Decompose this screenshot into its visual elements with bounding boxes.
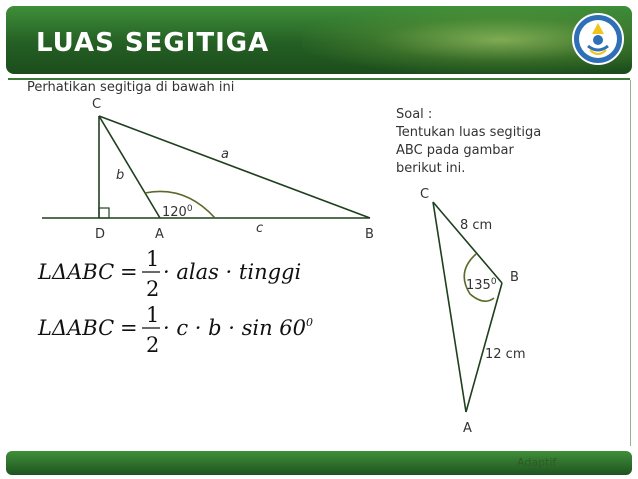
side-label-c: c — [256, 221, 264, 236]
side-label-12cm: 12 cm — [485, 347, 526, 362]
right-angle-marker — [99, 208, 109, 218]
footer-label: Adaptif — [517, 456, 557, 469]
angle-degree: 0 — [186, 204, 193, 214]
vertex2-label-b: B — [510, 270, 519, 285]
problem-line: berikut ini. — [396, 161, 466, 176]
formula2-equals: = — [120, 316, 138, 340]
side-cb — [99, 116, 370, 218]
triangle-figure-2 — [420, 187, 526, 436]
side-ca — [99, 116, 160, 218]
angle2-value: 135 — [466, 278, 491, 293]
vertex-label-a: A — [155, 227, 164, 242]
side-label-a: a — [221, 147, 229, 162]
formula1-denominator: 2 — [146, 277, 160, 301]
problem-line: ABC pada gambar — [396, 143, 514, 158]
angle-value: 120 — [162, 205, 187, 220]
problem-text — [396, 106, 541, 178]
problem-line: Soal : — [396, 107, 433, 122]
vertex2-label-a: A — [463, 421, 472, 436]
slide-title: LUAS SEGITIGA — [36, 28, 270, 58]
side-label-8cm: 8 cm — [460, 218, 493, 233]
angle-label-135 — [466, 277, 497, 293]
vertex-label-d: D — [95, 227, 106, 242]
vertex-label-c: C — [92, 97, 102, 112]
vertex-label-b: B — [365, 227, 374, 242]
formula2-rhs — [163, 316, 313, 340]
formula1-equals: = — [120, 260, 138, 284]
formula-area-2 — [37, 303, 313, 357]
formula2-denominator: 2 — [146, 333, 160, 357]
formula2-degree: 0 — [306, 316, 314, 329]
angle2-degree: 0 — [490, 277, 497, 287]
formula1-rhs: · alas · tinggi — [163, 260, 302, 284]
triangle-figure-1 — [42, 97, 374, 242]
intro-text: Perhatikan segitiga di bawah ini — [27, 80, 235, 95]
formula1-lhs: LΔABC — [38, 260, 115, 284]
problem-line: Tentukan luas segitiga — [396, 125, 542, 140]
formula-area-1 — [37, 247, 301, 301]
formula2-lhs: LΔABC — [38, 316, 115, 340]
side-a-c — [433, 202, 466, 412]
formula1-numerator: 1 — [146, 247, 160, 271]
formula2-numerator: 1 — [146, 303, 160, 327]
vertex2-label-c: C — [420, 187, 430, 202]
formula2-rhs-text: · c · b · sin 60 — [163, 316, 307, 340]
side-label-b: b — [116, 168, 125, 183]
